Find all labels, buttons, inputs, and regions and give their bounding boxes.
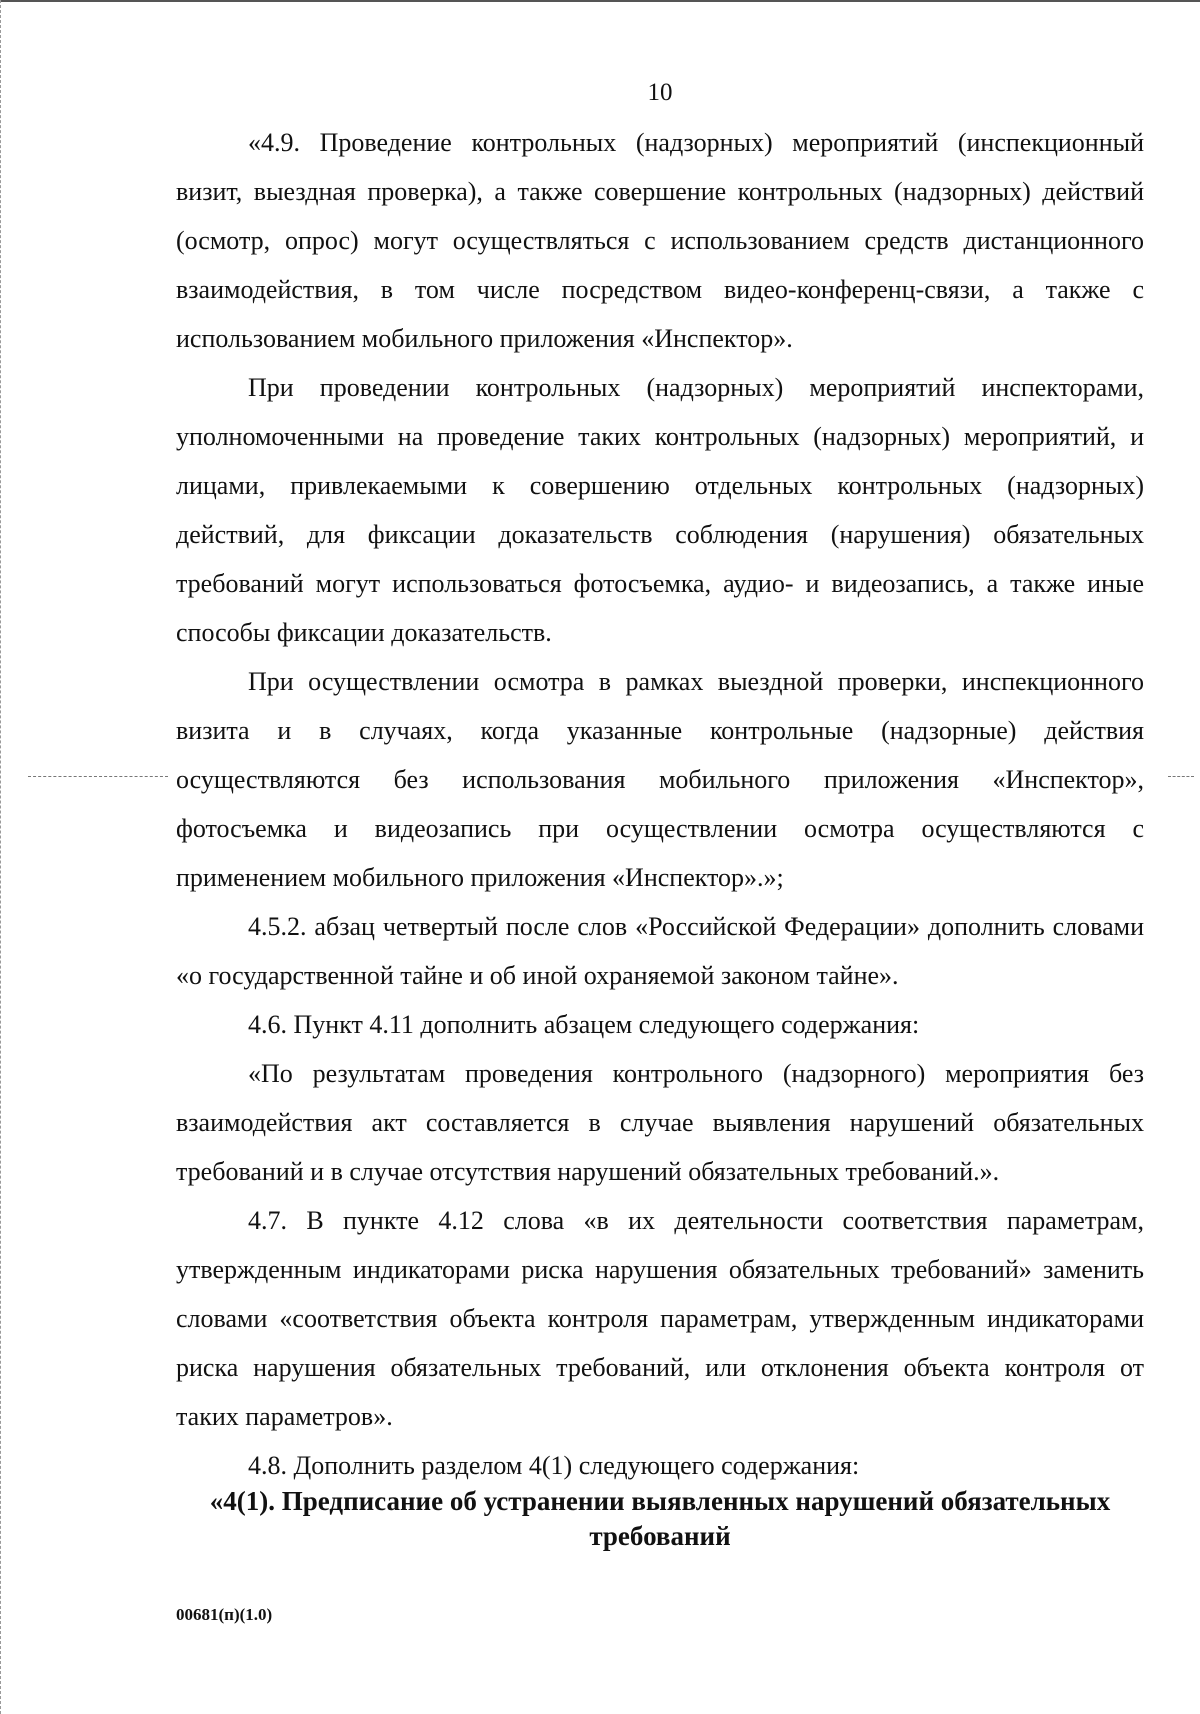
paragraph-inspection-app: При осуществлении осмотра в рамках выездной проверки, инспекционного визита и в случаях, когда указанные контрольные (надзорные) действия осуществляются без использования мобильного приложения «Инспектор», фотосъемка и видеозапись при осуществлении осмотра осуществляются с применением мобильного приложения «Инспектор».»; (176, 667, 1144, 892)
scan-artifact-dash-right (1168, 776, 1194, 777)
document-body (176, 118, 1144, 1490)
paragraph-4-9: «4.9. Проведение контрольных (надзорных) мероприятий (инспекционный визит, выездная проверка), а также совершение контрольных (надзорных) действий (осмотр, опрос) могут осуществляться с использованием средств дистанционного взаимодействия, в том числе посредством видео-конференц-связи, а также с использованием мобильного приложения «Инспектор». (176, 128, 1144, 353)
section-heading-line-1: «4(1). Предписание об устранении выявленных нарушений обязательных (209, 1486, 1111, 1516)
section-heading (176, 1484, 1144, 1554)
paragraph-act-without-interaction: «По результатам проведения контрольного (надзорного) мероприятия без взаимодействия акт составляется в случае выявления нарушений обязательных требований и в случае отсутствия нарушений обязательных требований.». (176, 1059, 1144, 1186)
paragraph-4-8: 4.8. Дополнить разделом 4(1) следующего содержания: (248, 1451, 860, 1480)
scan-left-edge-line (0, 0, 2, 1714)
paragraph-4-7: 4.7. В пункте 4.12 слова «в их деятельности соответствия параметрам, утвержденным индикаторами риска нарушения обязательных требований» заменить словами «соответствия объекта контроля параметрам, утвержденным индикаторами риска нарушения обязательных требований, или отклонения объекта контроля от таких параметров». (176, 1206, 1144, 1431)
document-code: 00681(п)(1.0) (176, 1605, 273, 1624)
paragraph-4-6: 4.6. Пункт 4.11 дополнить абзацем следующего содержания: (248, 1010, 920, 1039)
section-heading-line-2: требований (589, 1521, 731, 1551)
scan-top-edge-line (0, 0, 1200, 2)
scan-artifact-dash-left (28, 776, 168, 777)
paragraph-photo-fixation: При проведении контрольных (надзорных) мероприятий инспекторами, уполномоченными на проведение таких контрольных (надзорных) мероприятий, и лицами, привлекаемыми к совершению отдельных контрольных (надзорных) действий, для фиксации доказательств соблюдения (нарушения) обязательных требований могут использоваться фотосъемка, аудио- и видеозапись, а также иные способы фиксации доказательств. (176, 373, 1144, 647)
page-number: 10 (647, 79, 673, 106)
paragraph-4-5-2: 4.5.2. абзац четвертый после слов «Российской Федерации» дополнить словами «о государственной тайне и об иной охраняемой законом тайне». (176, 912, 1144, 990)
